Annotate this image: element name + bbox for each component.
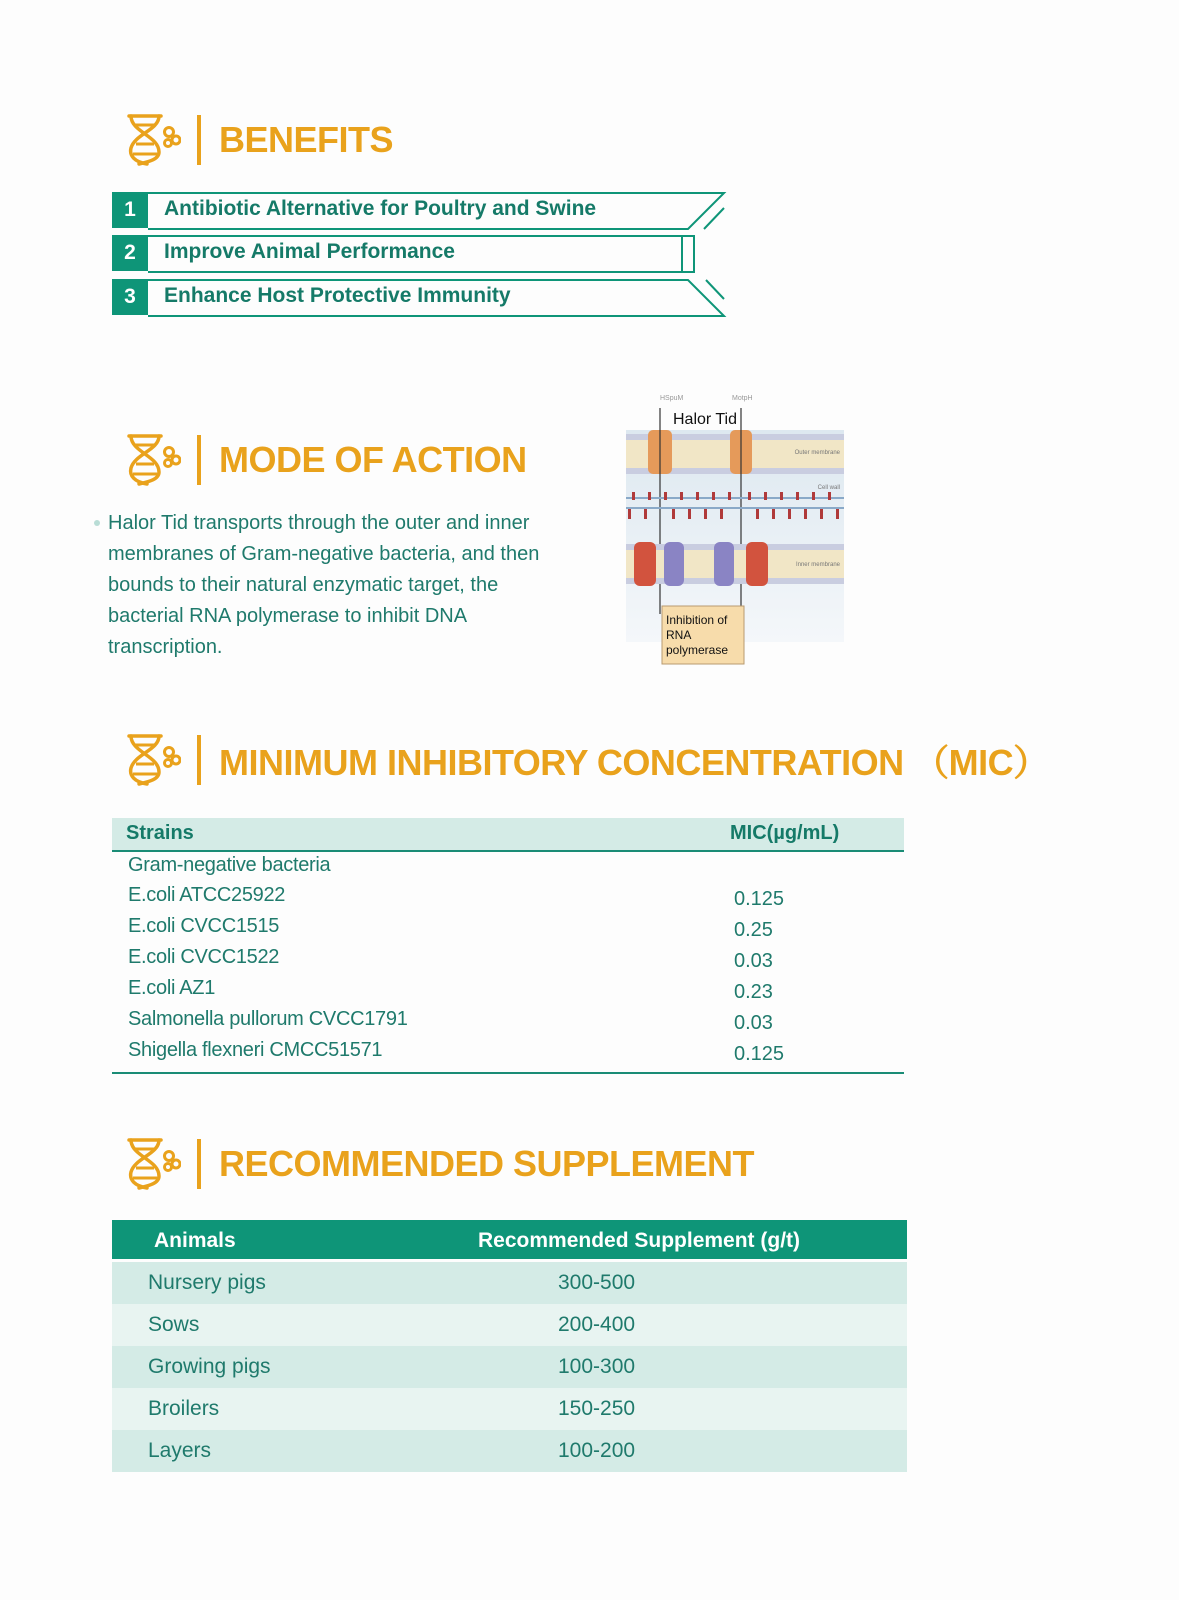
animal-name: Sows — [148, 1313, 200, 1336]
supplement-value: 100-300 — [558, 1355, 636, 1378]
diagram-top-label-left: HSpuM — [660, 395, 684, 402]
section-title: BENEFITS — [219, 119, 394, 160]
table-row-mic: 0.23 — [734, 981, 773, 1003]
inhibition-label-line-2: RNA — [666, 628, 692, 642]
table-bottom-rule — [112, 1072, 904, 1074]
mic-table-header — [112, 818, 904, 852]
animal-name: Layers — [148, 1439, 212, 1462]
benefit-label: Improve Animal Performance — [164, 240, 455, 263]
supplement-value: 200-400 — [558, 1313, 636, 1336]
bullet-dot — [94, 520, 100, 526]
table-row-strain: Shigella flexneri CMCC51571 — [128, 1039, 383, 1061]
table-row-mic: 0.125 — [734, 888, 785, 910]
table-row-strain: E.coli AZ1 — [128, 977, 216, 999]
table-row — [112, 1430, 907, 1472]
table-row-mic: 0.03 — [734, 950, 773, 972]
inner-membrane-label: Inner membrane — [795, 562, 840, 568]
inhibition-label-line-1: Inhibition of — [666, 613, 728, 627]
table-row-mic: 0.03 — [734, 1012, 773, 1034]
table-row-strain: E.coli CVCC1515 — [128, 915, 280, 937]
supplement-value: 150-250 — [558, 1397, 636, 1420]
mic-group-label: Gram-negative bacteria — [128, 854, 331, 876]
cell-wall-label: Cell wall — [817, 485, 840, 491]
header-divider — [197, 1139, 201, 1189]
table-row — [112, 1262, 907, 1304]
supplement-value: 100-200 — [558, 1439, 636, 1462]
column-header-strains: Strains — [126, 822, 194, 844]
column-header-mic: MIC(µg/mL) — [730, 822, 840, 844]
benefit-number: 2 — [112, 235, 148, 271]
animal-name: Growing pigs — [148, 1355, 271, 1378]
table-row — [112, 1346, 907, 1388]
supplement-value: 300-500 — [558, 1271, 636, 1294]
dna-icon — [125, 732, 181, 788]
dna-icon — [125, 112, 181, 168]
table-row-strain: Salmonella pullorum CVCC1791 — [128, 1008, 408, 1030]
diagram-top-label-right: MotpH — [732, 395, 753, 402]
dna-icon — [125, 432, 181, 488]
table-row — [112, 1388, 907, 1430]
mode-of-action-text: Halor Tid transports through the outer and inner membranes of Gram-negative bacteria, and then bounds to their natural enzymatic target, the bacterial RNA polymerase to inhibit DNA transcription. — [108, 512, 540, 658]
header-divider — [197, 735, 201, 785]
header-divider — [197, 115, 201, 165]
supplement-header — [125, 1132, 754, 1196]
column-header-supplement: Recommended Supplement (g/t) — [478, 1229, 801, 1252]
table-row-strain: E.coli ATCC25922 — [128, 884, 286, 906]
benefits-header — [125, 108, 393, 172]
supplement-table-header — [112, 1220, 907, 1259]
membrane-diagram — [624, 388, 846, 670]
mic-header — [125, 728, 1049, 792]
table-row-mic: 0.25 — [734, 919, 773, 941]
table-row-mic: 0.125 — [734, 1043, 785, 1065]
table-row — [112, 1304, 907, 1346]
column-header-animals: Animals — [154, 1229, 236, 1252]
mode-of-action-header — [125, 428, 527, 492]
benefit-label: Antibiotic Alternative for Poultry and Swine — [164, 197, 597, 220]
section-title: RECOMMENDED SUPPLEMENT — [219, 1143, 755, 1184]
animal-name: Nursery pigs — [148, 1271, 266, 1294]
benefit-number: 3 — [112, 279, 148, 315]
outer-membrane-label: Outer membrane — [794, 450, 840, 456]
diagram-title: Halor Tid — [672, 411, 738, 428]
dna-icon — [125, 1136, 181, 1192]
benefit-label: Enhance Host Protective Immunity — [164, 284, 511, 307]
benefit-number: 1 — [112, 192, 148, 228]
inhibition-label-line-3: polymerase — [666, 643, 729, 657]
section-title: MINIMUM INHIBITORY CONCENTRATION （MIC） — [219, 741, 1049, 783]
header-divider — [197, 435, 201, 485]
table-row-strain: E.coli CVCC1522 — [128, 946, 280, 968]
section-title: MODE OF ACTION — [219, 439, 527, 480]
animal-name: Broilers — [148, 1397, 220, 1420]
